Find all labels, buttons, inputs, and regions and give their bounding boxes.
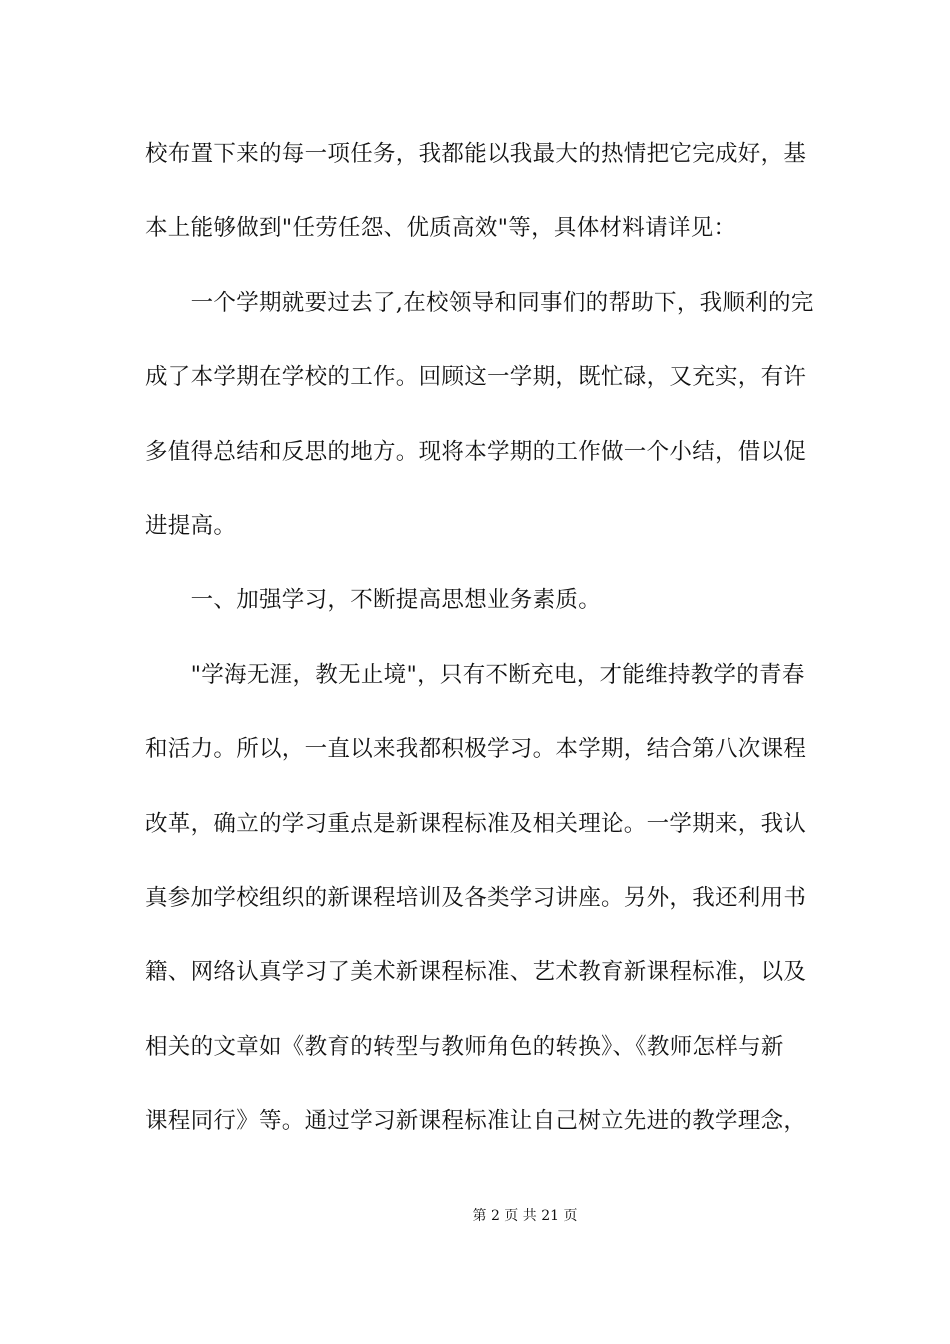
text-line: 进提高。 <box>145 512 237 539</box>
page-number: 第 2 页 共 21 页 <box>472 1208 578 1224</box>
text-line: 校布置下来的每一项任务，我都能以我最大的热情把它完成好，基 <box>145 141 807 167</box>
text-line: "学海无涯，教无止境"，只有不断充电，才能维持教学的青春 <box>145 661 805 688</box>
page-footer <box>0 1206 950 1226</box>
section-heading: 一、加强学习，不断提高思想业务素质。 <box>145 587 602 614</box>
text-line: 成了本学期在学校的工作。回顾这一学期，既忙碌，又充实，有许 <box>145 364 807 391</box>
text-line: 改革，确立的学习重点是新课程标准及相关理论。一学期来，我认 <box>145 810 807 837</box>
text-line: 一个学期就要过去了,在校领导和同事们的帮助下，我顺利的完 <box>145 289 814 316</box>
text-line: 相关的文章如《教育的转型与教师角色的转换》、《教师怎样与新 <box>145 1033 784 1060</box>
text-line: 真参加学校组织的新课程培训及各类学习讲座。另外，我还利用书 <box>145 884 807 911</box>
body-text <box>145 131 814 1172</box>
text-line: 和活力。所以，一直以来我都积极学习。本学期，结合第八次课程 <box>145 736 807 763</box>
text-line: 本上能够做到"任劳任怨、优质高效"等，具体材料请详见： <box>145 215 737 242</box>
text-line: 籍、网络认真学习了美术新课程标准、艺术教育新课程标准，以及 <box>145 959 807 986</box>
text-line: 多值得总结和反思的地方。现将本学期的工作做一个小结，借以促 <box>145 438 807 465</box>
text-line: 课程同行》等。通过学习新课程标准让自己树立先进的教学理念， <box>145 1108 807 1135</box>
